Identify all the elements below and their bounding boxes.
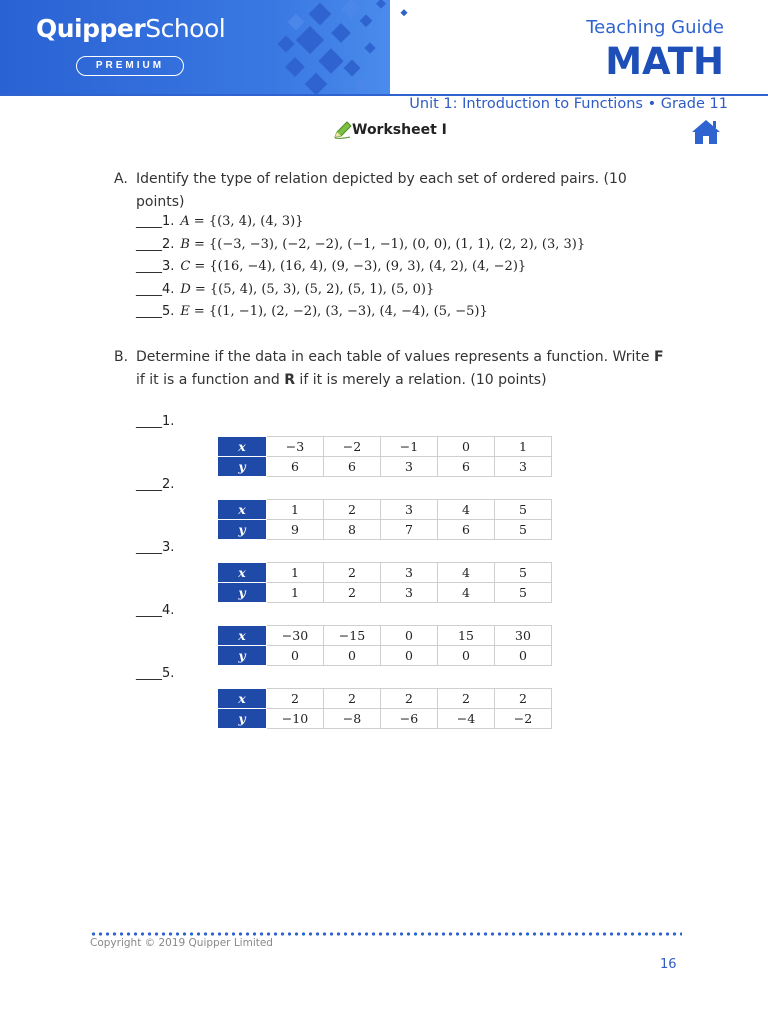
table-cell: −1 <box>381 437 438 457</box>
section-a-text: Identify the type of relation depicted by each set of ordered pairs. (10 points) <box>136 171 627 210</box>
decorative-diamond-pattern <box>260 0 420 96</box>
table-cell: 2 <box>495 689 552 709</box>
table-header-x: x <box>218 563 267 583</box>
table-cell: 9 <box>267 520 324 540</box>
answer-blank: ____1. <box>136 214 175 229</box>
table-row-y <box>218 583 552 603</box>
table-cell: 1 <box>495 437 552 457</box>
section-b-instruction <box>114 346 674 394</box>
table-cell: 0 <box>324 646 381 666</box>
ordered-pairs: = {(−3, −3), (−2, −2), (−1, −1), (0, 0), (1, 1), (2, 2), (3, 3)} <box>193 236 586 252</box>
table-cell: 2 <box>381 689 438 709</box>
table-cell: 6 <box>324 457 381 477</box>
table-cell: 15 <box>438 626 495 646</box>
table-cell: −3 <box>267 437 324 457</box>
ordered-pairs: = {(5, 4), (5, 3), (5, 2), (5, 1), (5, 0)} <box>194 281 435 297</box>
table-of-values <box>217 562 552 603</box>
table-cell: 7 <box>381 520 438 540</box>
table-cell: 2 <box>324 689 381 709</box>
ordered-pairs: = {(1, −1), (2, −2), (3, −3), (4, −4), (5, −5)} <box>193 304 488 319</box>
table-cell: 6 <box>267 457 324 477</box>
table-cell: 2 <box>324 500 381 520</box>
relation-item <box>136 259 526 274</box>
page-number: 16 <box>660 957 677 972</box>
table-cell: 0 <box>438 646 495 666</box>
table-cell: 5 <box>495 583 552 603</box>
section-a-instruction <box>114 168 674 210</box>
table-answer-blank: ____1. <box>136 414 175 429</box>
table-cell: 2 <box>324 563 381 583</box>
table-header-x: x <box>218 626 267 646</box>
section-b-bold-r: R <box>284 372 295 388</box>
table-cell: 6 <box>438 457 495 477</box>
table-header-y: y <box>218 583 267 603</box>
set-name: E <box>180 304 190 319</box>
table-cell: −10 <box>267 709 324 729</box>
home-icon[interactable] <box>690 118 722 146</box>
table-cell: −2 <box>324 437 381 457</box>
section-b-bold-f: F <box>653 349 664 365</box>
section-b-text-3: if it is merely a relation. (10 points) <box>294 372 547 388</box>
ordered-pairs: = {(3, 4), (4, 3)} <box>193 214 304 229</box>
table-row-y <box>218 709 552 729</box>
table-row-y <box>218 457 552 477</box>
table-header-y: y <box>218 646 267 666</box>
table-cell: −6 <box>381 709 438 729</box>
section-b-letter: B. <box>114 349 129 365</box>
copyright-notice: Copyright © 2019 Quipper Limited <box>90 937 273 949</box>
table-cell: −15 <box>324 626 381 646</box>
section-b-text-2: if it is a function and <box>136 372 285 388</box>
table-of-values <box>217 625 552 666</box>
table-cell: 4 <box>438 500 495 520</box>
table-header-y: y <box>218 709 267 729</box>
teaching-guide-label: Teaching Guide <box>586 17 724 38</box>
table-cell: 5 <box>495 563 552 583</box>
table-cell: −8 <box>324 709 381 729</box>
section-b-text <box>136 346 676 392</box>
table-row-x <box>218 500 552 520</box>
relation-item <box>136 214 304 229</box>
relation-item <box>136 282 434 297</box>
logo-bold-text: Quipper <box>36 14 146 43</box>
table-cell: 3 <box>381 500 438 520</box>
table-cell: −2 <box>495 709 552 729</box>
table-header-x: x <box>218 689 267 709</box>
table-answer-blank: ____4. <box>136 603 175 618</box>
set-name: D <box>180 281 191 297</box>
table-answer-blank: ____5. <box>136 666 175 681</box>
table-cell: 4 <box>438 583 495 603</box>
table-of-values <box>217 499 552 540</box>
set-name: A <box>180 214 190 229</box>
table-cell: 3 <box>381 583 438 603</box>
table-cell: 6 <box>438 520 495 540</box>
table-row-x <box>218 689 552 709</box>
table-cell: 3 <box>381 563 438 583</box>
subject-title: MATH <box>605 40 724 83</box>
table-row-x <box>218 437 552 457</box>
table-answer-blank: ____2. <box>136 477 175 492</box>
table-cell: 1 <box>267 563 324 583</box>
page-header <box>0 0 768 96</box>
table-header-x: x <box>218 500 267 520</box>
worksheet-title <box>352 122 447 138</box>
table-row-x <box>218 563 552 583</box>
section-a-letter: A. <box>114 171 128 187</box>
table-cell: 0 <box>438 437 495 457</box>
logo-light-text: School <box>145 14 226 43</box>
table-cell: 0 <box>381 646 438 666</box>
table-cell: 0 <box>267 646 324 666</box>
unit-grade-line: Unit 1: Introduction to Functions • Grade 11 <box>409 96 728 112</box>
table-cell: 5 <box>495 500 552 520</box>
table-cell: 2 <box>324 583 381 603</box>
table-cell: 0 <box>381 626 438 646</box>
quipper-school-logo <box>36 14 225 43</box>
table-cell: 30 <box>495 626 552 646</box>
table-header-y: y <box>218 520 267 540</box>
table-cell: 5 <box>495 520 552 540</box>
relation-item <box>136 304 488 319</box>
table-cell: 3 <box>381 457 438 477</box>
table-cell: 2 <box>438 689 495 709</box>
answer-blank: ____4. <box>136 281 175 297</box>
set-name: B <box>180 236 190 252</box>
table-row-y <box>218 520 552 540</box>
table-cell: 8 <box>324 520 381 540</box>
table-of-values <box>217 688 552 729</box>
worksheet-title-text: Worksheet I <box>352 122 447 138</box>
pencil-icon <box>332 120 354 140</box>
answer-blank: ____3. <box>136 259 175 274</box>
table-cell: 3 <box>495 457 552 477</box>
relation-item <box>136 237 585 252</box>
answer-blank: ____2. <box>136 236 175 252</box>
table-row-x <box>218 626 552 646</box>
footer-dotted-divider <box>90 932 682 936</box>
table-cell: 1 <box>267 583 324 603</box>
ordered-pairs: = {(16, −4), (16, 4), (9, −3), (9, 3), (4, 2), (4, −2)} <box>194 259 527 274</box>
table-row-y <box>218 646 552 666</box>
table-header-y: y <box>218 457 267 477</box>
table-cell: 1 <box>267 500 324 520</box>
section-b-text-1: Determine if the data in each table of values represents a function. Write <box>136 349 654 365</box>
table-header-x: x <box>218 437 267 457</box>
table-cell: −30 <box>267 626 324 646</box>
table-cell: 2 <box>267 689 324 709</box>
table-answer-blank: ____3. <box>136 540 175 555</box>
set-name: C <box>180 259 191 274</box>
answer-blank: ____5. <box>136 304 175 319</box>
premium-badge: PREMIUM <box>76 56 184 76</box>
table-cell: −4 <box>438 709 495 729</box>
table-cell: 4 <box>438 563 495 583</box>
table-cell: 0 <box>495 646 552 666</box>
table-of-values <box>217 436 552 477</box>
